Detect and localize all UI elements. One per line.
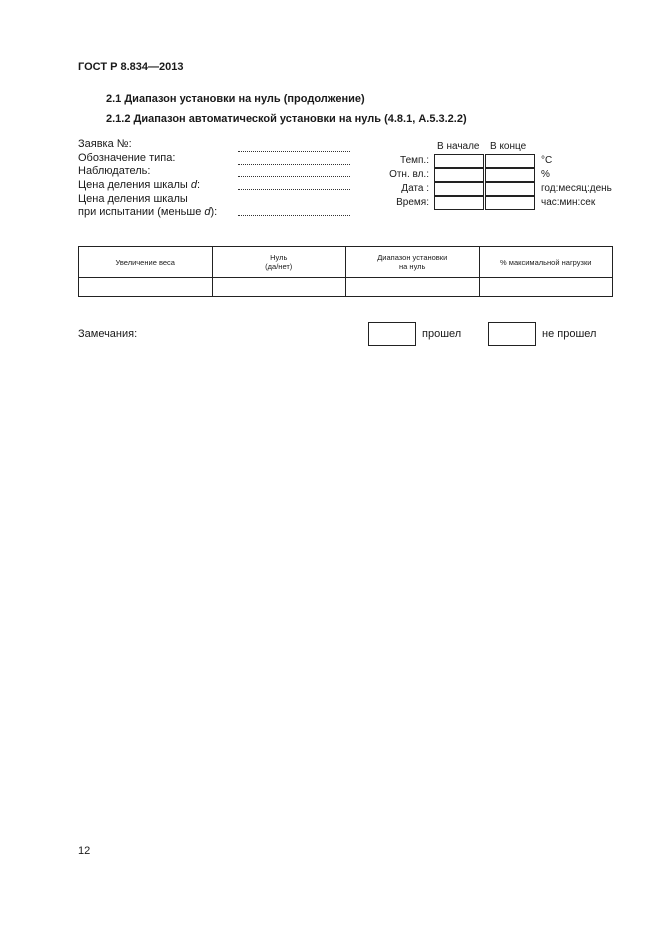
results-table — [78, 246, 613, 297]
col-zero-line2: (да/нет) — [265, 262, 293, 271]
env-humidity-label: Отн. вл.: — [389, 169, 429, 180]
col-zero-range-line1: Диапазон установки — [377, 253, 448, 262]
scale-interval-label: Цена деления шкалы d: — [78, 179, 201, 191]
scale-interval-text: Цена деления шкалы — [78, 179, 188, 191]
type-designation-field[interactable] — [238, 164, 350, 165]
scale-interval-symbol: d — [190, 179, 197, 191]
env-date-end-field[interactable] — [485, 182, 535, 196]
env-temp-unit: °С — [541, 155, 553, 166]
test-scale-interval-close: ): — [210, 206, 218, 218]
env-date-start-field[interactable] — [434, 182, 484, 196]
failed-checkbox[interactable] — [488, 322, 536, 346]
observer-label: Наблюдатель: — [78, 165, 151, 177]
test-scale-interval-symbol: d — [204, 206, 211, 218]
test-scale-interval-field[interactable] — [238, 215, 350, 216]
env-temp-start-field[interactable] — [434, 154, 484, 168]
env-col-start: В начале — [437, 141, 480, 152]
env-humidity-start-field[interactable] — [434, 168, 484, 182]
application-label: Заявка №: — [78, 138, 132, 150]
env-humidity-end-field[interactable] — [485, 168, 535, 182]
section-heading-2-1-2: 2.1.2 Диапазон автоматической установки на нуль (4.8.1, А.5.3.2.2) — [106, 113, 467, 125]
cell-zero-range[interactable] — [346, 278, 480, 297]
remarks-label: Замечания: — [78, 328, 138, 340]
section-heading-2-1: 2.1 Диапазон установки на нуль (продолжение) — [106, 93, 365, 105]
env-temp-end-field[interactable] — [485, 154, 535, 168]
env-humidity-unit: % — [541, 169, 550, 180]
cell-zero[interactable] — [212, 278, 346, 297]
col-zero-line1: Нуль — [270, 253, 288, 262]
cell-weight-increase[interactable] — [79, 278, 213, 297]
env-col-end: В конце — [490, 141, 527, 152]
col-max-load-percent: % максимальной нагрузки — [479, 247, 613, 278]
env-time-unit: час:мин:сек — [541, 197, 596, 208]
application-field[interactable] — [238, 151, 350, 152]
test-scale-interval-label-1: Цена деления шкалы — [78, 193, 188, 205]
test-scale-interval-text: при испытании (меньше — [78, 206, 205, 218]
table-row — [79, 278, 613, 297]
col-zero-range-line2: на нуль — [399, 262, 426, 271]
passed-checkbox[interactable] — [368, 322, 416, 346]
failed-label: не прошел — [542, 328, 597, 340]
test-scale-interval-label-2 — [78, 206, 217, 218]
page-number: 12 — [78, 845, 91, 857]
env-temp-label: Темп.: — [400, 155, 429, 166]
env-time-end-field[interactable] — [485, 196, 535, 210]
observer-field[interactable] — [238, 176, 350, 177]
scale-interval-field[interactable] — [238, 189, 350, 190]
col-zero-range — [346, 247, 480, 278]
document-number: ГОСТ Р 8.834—2013 — [78, 61, 184, 73]
col-weight-increase: Увеличение веса — [79, 247, 213, 278]
passed-label: прошел — [422, 328, 462, 340]
col-zero — [212, 247, 346, 278]
env-date-unit: год:месяц:день — [541, 183, 612, 194]
env-time-label: Время: — [396, 197, 429, 208]
table-header-row — [79, 247, 613, 278]
type-designation-label: Обозначение типа: — [78, 152, 176, 164]
env-date-label: Дата : — [401, 183, 429, 194]
cell-max-load-percent[interactable] — [479, 278, 613, 297]
env-time-start-field[interactable] — [434, 196, 484, 210]
